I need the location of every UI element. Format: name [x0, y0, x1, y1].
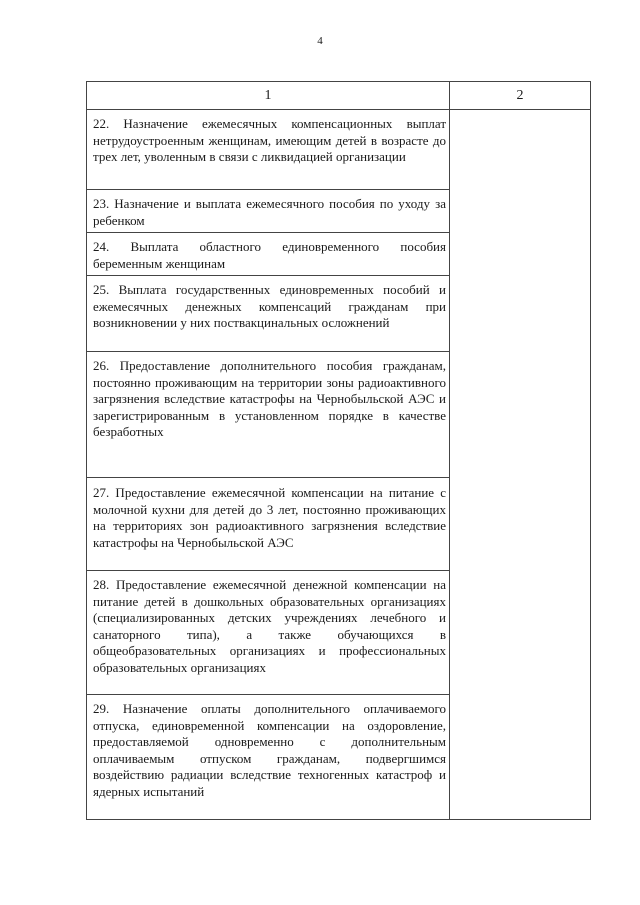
empty-column-cell — [450, 110, 591, 820]
column-header-2: 2 — [450, 82, 591, 110]
service-text: 25. Выплата государственных единовременных пособий и ежемесячных денежных компенсаций гражданам при возникновении у них поствакцинальных осложнений — [93, 282, 446, 330]
service-cell — [87, 110, 450, 190]
service-text: 29. Назначение оплаты дополнительного оплачиваемого отпуска, единовременной компенсации на оздоровление, предоставляемой одновременно с дополнительным оплачиваемым отпуском гражданам, подвергшимся воздействию радиации вследствие техногенных катастроф и ядерных испытаний — [93, 701, 446, 799]
service-cell — [87, 352, 450, 478]
service-text: 27. Предоставление ежемесячной компенсации на питание с молочной кухни для детей до 3 лет, постоянно проживающих на территориях зон радиоактивного загрязнения вследствие катастрофы на Чернобыльской АЭС — [93, 485, 446, 550]
service-text: 28. Предоставление ежемесячной денежной компенсации на питание детей в дошкольных образовательных организациях (специализированных детских учреждениях лечебного и санаторного типа), а также обучающихся в общеобразовательных организациях и профессиональных образовательных организациях — [93, 577, 446, 675]
service-cell — [87, 571, 450, 695]
column-header-1: 1 — [87, 82, 450, 110]
service-cell — [87, 233, 450, 276]
table-header-row — [87, 82, 591, 110]
service-cell — [87, 276, 450, 352]
service-cell — [87, 478, 450, 571]
service-text: 24. Выплата областного единовременного пособия беременным женщинам — [93, 239, 446, 271]
page-number: 4 — [317, 35, 323, 47]
service-text: 23. Назначение и выплата ежемесячного пособия по уходу за ребенком — [93, 196, 446, 228]
service-cell — [87, 190, 450, 233]
service-cell — [87, 695, 450, 820]
service-text: 26. Предоставление дополнительного пособия гражданам, постоянно проживающим на территории зоны радиоактивного загрязнения вследствие катастрофы на Чернобыльской АЭС и зарегистрированным в установленном порядке в качестве безработных — [93, 358, 446, 439]
table-row — [87, 110, 591, 190]
services-table — [86, 81, 591, 820]
service-text: 22. Назначение ежемесячных компенсационных выплат нетрудоустроенным женщинам, имеющим детей в возрасте до трех лет, уволенным в связи с ликвидацией организации — [93, 116, 446, 164]
